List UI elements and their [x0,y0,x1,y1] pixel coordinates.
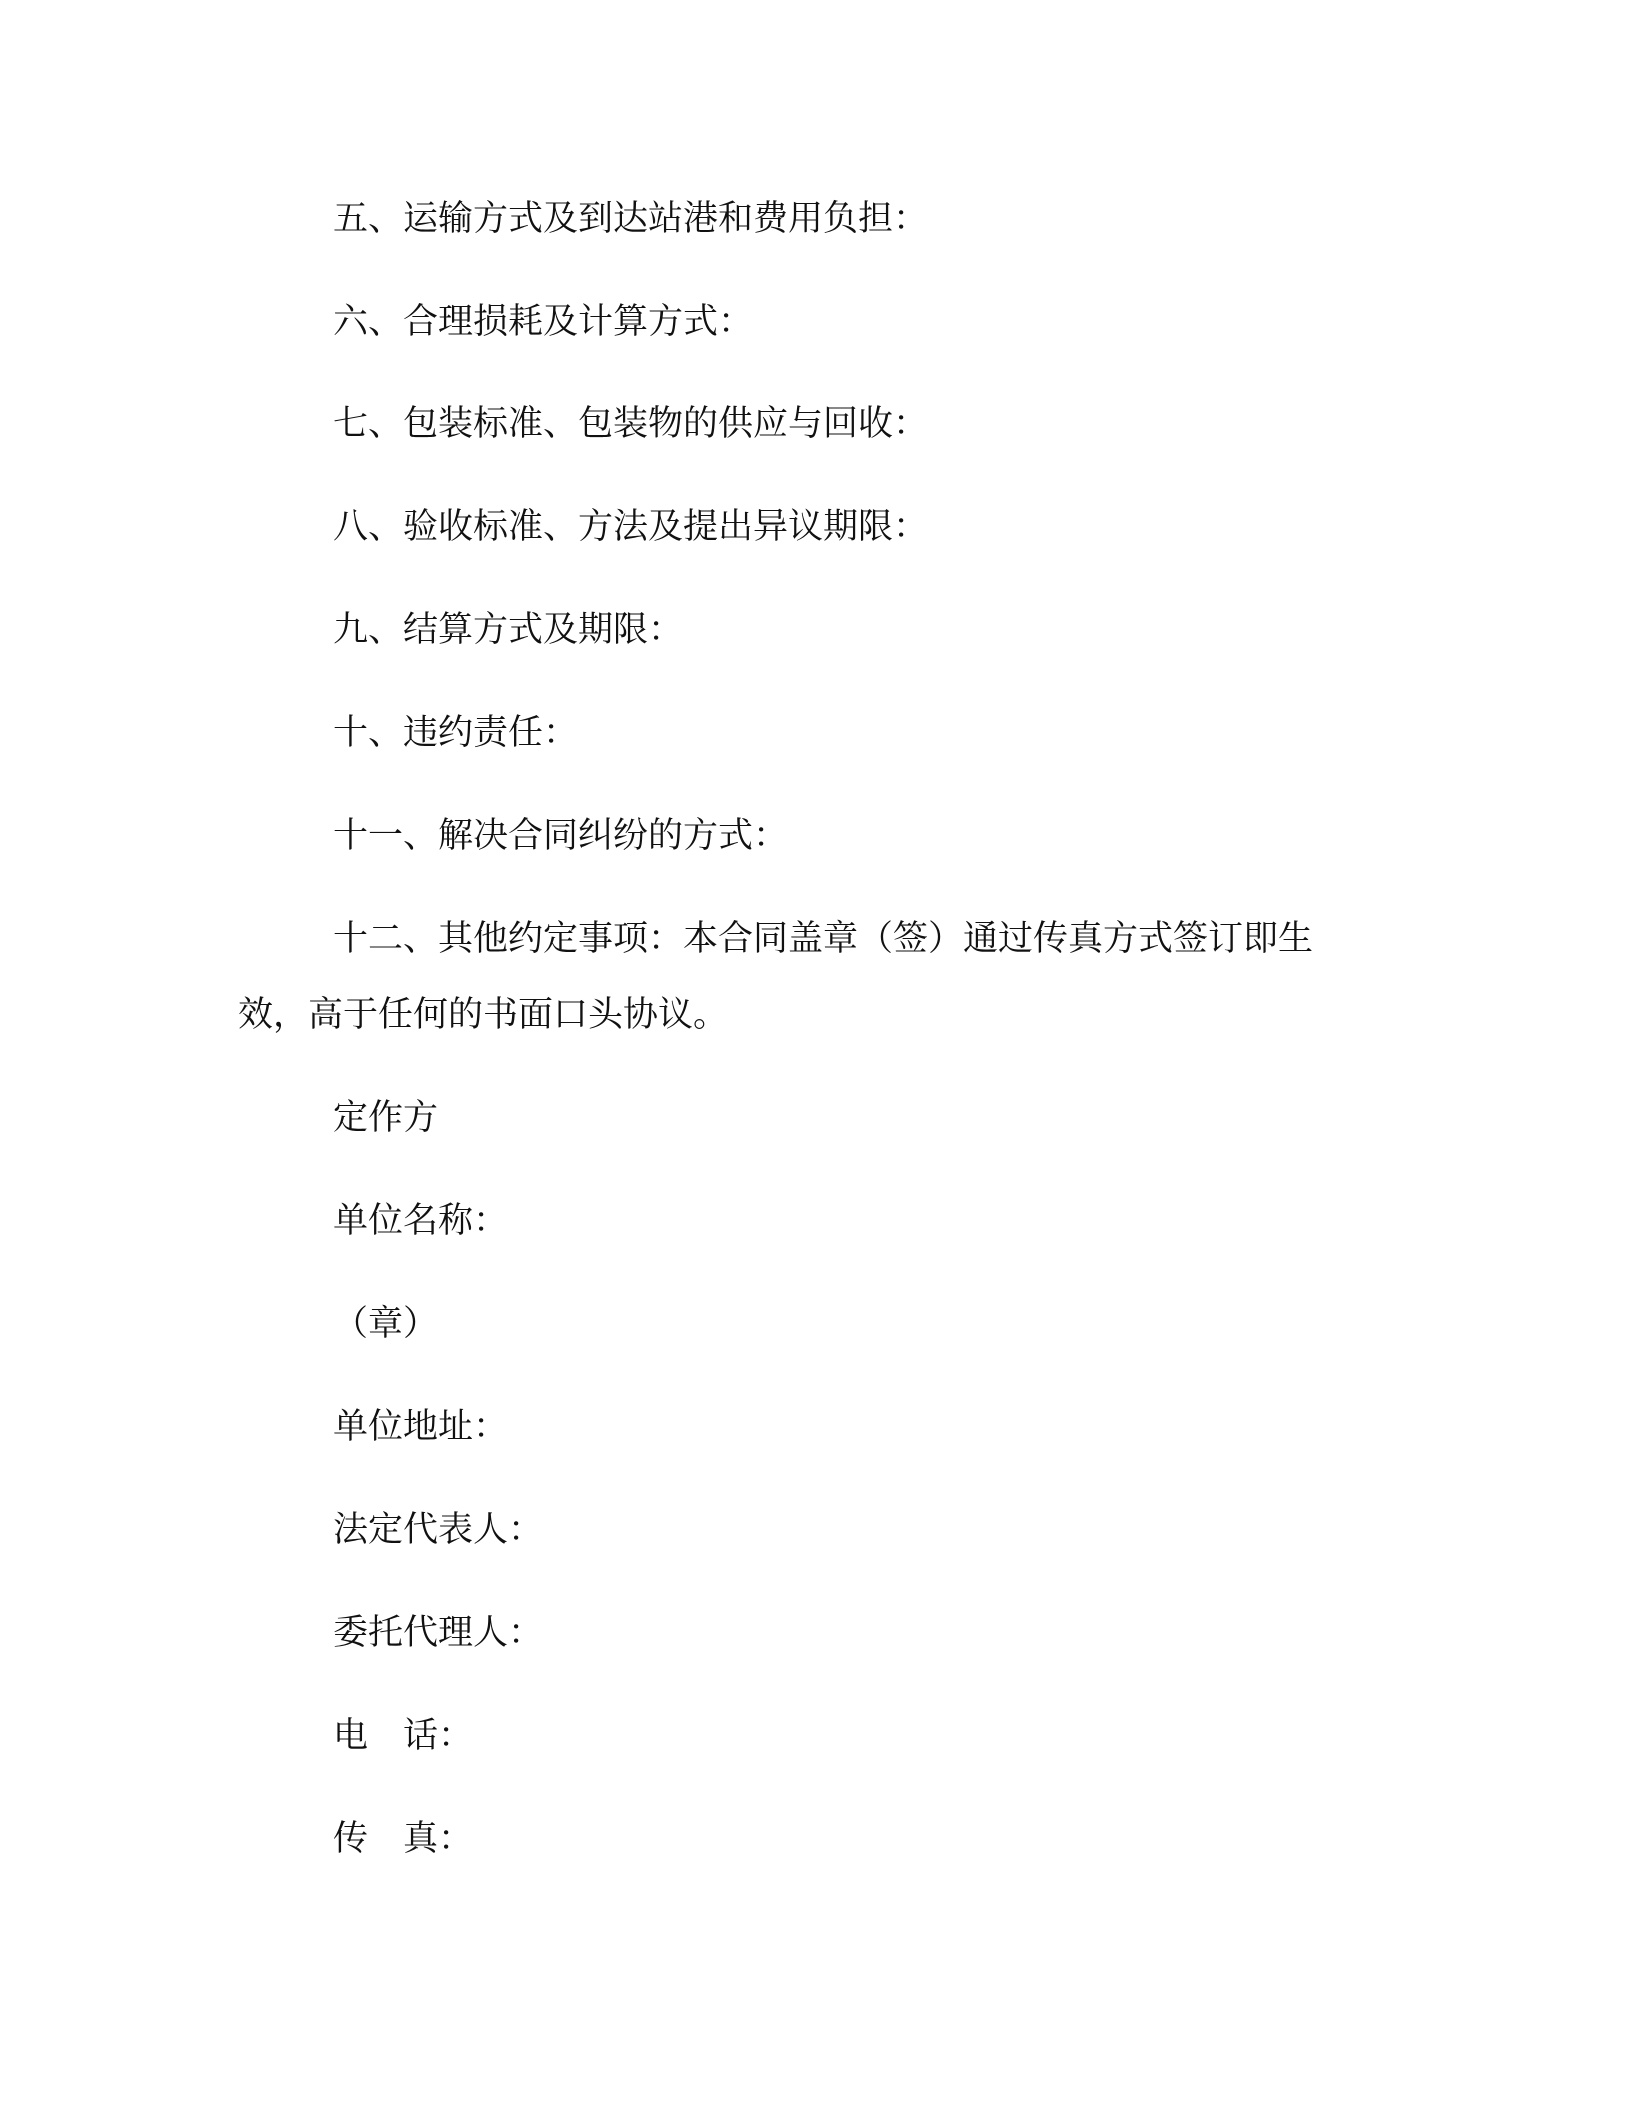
legal-representative-label: 法定代表人： [333,1510,544,1550]
unit-name-label: 单位名称： [333,1201,509,1241]
clause-5: 五、运输方式及到达站港和费用负担： [333,199,929,239]
clause-12-line-1: 十二、其他约定事项：本合同盖章（签）通过传真方式签订即生 [333,919,1314,959]
clause-6: 六、合理损耗及计算方式： [333,302,754,342]
clause-11: 十一、解决合同纠纷的方式： [333,816,789,856]
agent-label: 委托代理人： [333,1613,544,1653]
clause-12-line-2: 效，高于任何的书面口头协议。 [238,995,729,1035]
clause-8: 八、验收标准、方法及提出异议期限： [333,507,929,547]
phone-label: 电 话： [333,1716,474,1756]
clause-10: 十、违约责任： [333,713,579,753]
clause-9: 九、结算方式及期限： [333,610,684,650]
unit-address-label: 单位地址： [333,1407,509,1447]
seal-label: （章） [333,1304,439,1344]
fax-label: 传 真： [333,1819,474,1859]
clause-7: 七、包装标准、包装物的供应与回收： [333,404,929,444]
party-title: 定作方 [333,1098,439,1138]
